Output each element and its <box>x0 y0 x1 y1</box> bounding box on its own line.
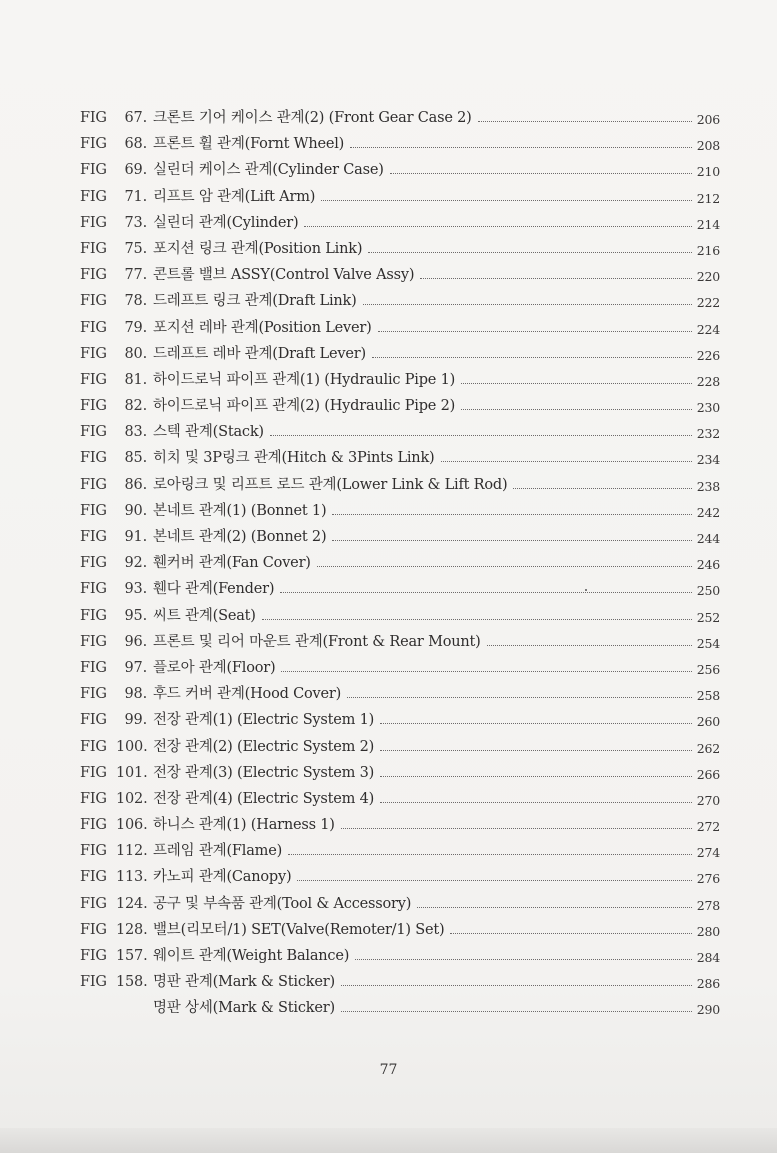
table-of-contents <box>80 106 720 1023</box>
entry-page-number: 228 <box>696 373 720 389</box>
fig-number: 157. <box>116 948 148 964</box>
entry-title: 본네트 관계(2) (Bonnet 2) <box>153 529 327 545</box>
toc-entry <box>80 708 720 734</box>
entry-title: 하이드로닉 파이프 관계(1) (Hydraulic Pipe 1) <box>153 371 456 388</box>
dot-leader <box>321 199 692 201</box>
toc-entry <box>80 656 720 682</box>
toc-entry <box>80 446 720 472</box>
dot-leader <box>513 487 692 489</box>
fig-number: 85. <box>124 450 147 467</box>
fig-number: 97. <box>124 659 147 676</box>
entry-page-number: 234 <box>696 452 720 468</box>
fig-number: 96. <box>124 633 147 650</box>
entry-title: 실린더 케이스 관계(Cylinder Case) <box>153 162 384 179</box>
toc-entry <box>80 761 720 787</box>
entry-page-number: 258 <box>696 688 720 704</box>
dot-leader <box>380 749 692 751</box>
fig-label: FIG <box>80 974 107 991</box>
entry-title: 전장 관계(3) (Electric System 3) <box>153 764 375 781</box>
fig-label: FIG <box>80 948 107 964</box>
entry-page-number: 276 <box>696 871 720 887</box>
entry-title: 후드 커버 관계(Hood Cover) <box>153 686 342 703</box>
fig-label: FIG <box>80 581 107 598</box>
fig-number: 124. <box>116 895 148 912</box>
dot-leader <box>363 303 692 305</box>
fig-label: FIG <box>80 214 107 231</box>
toc-entry <box>80 394 720 420</box>
toc-entry <box>80 237 720 263</box>
entry-title: 본네트 관계(1) (Bonnet 1) <box>153 502 327 519</box>
dot-leader <box>420 277 692 279</box>
fig-label: FIG <box>80 476 107 493</box>
fig-label: FIG <box>80 319 107 336</box>
entry-page-number: 262 <box>696 740 720 756</box>
toc-entry <box>80 996 720 1022</box>
entry-title: 드레프트 레바 관계(Draft Lever) <box>153 345 366 362</box>
toc-entry <box>80 263 720 289</box>
toc-entry <box>80 839 720 865</box>
entry-page-number: 242 <box>696 504 720 520</box>
fig-label: FIG <box>80 764 107 781</box>
dot-leader <box>262 618 692 620</box>
entry-title: 실린더 관계(Cylinder) <box>153 214 299 231</box>
fig-label: FIG <box>80 555 107 572</box>
fig-number: 158. <box>116 974 148 991</box>
dot-leader <box>297 879 692 881</box>
entry-title: 리프트 암 관계(Lift Arm) <box>153 188 316 205</box>
fig-label: FIG <box>80 293 107 310</box>
entry-title: 명판 관계(Mark & Sticker) <box>153 974 335 991</box>
toc-entry <box>80 630 720 656</box>
scan-edge <box>0 1128 777 1153</box>
entry-page-number: 290 <box>696 1002 720 1018</box>
fig-label: FIG <box>80 345 107 362</box>
toc-entry <box>80 865 720 891</box>
entry-page-number: 278 <box>696 897 720 913</box>
toc-entry <box>80 368 720 394</box>
fig-number: 71. <box>124 188 147 205</box>
dot-leader <box>487 644 692 646</box>
entry-page-number: 212 <box>696 190 720 206</box>
entry-page-number: 280 <box>696 923 720 939</box>
fig-number: 112. <box>116 843 148 860</box>
toc-entry <box>80 158 720 184</box>
fig-number: 68. <box>124 136 147 153</box>
entry-page-number: 206 <box>696 112 720 127</box>
dot-leader <box>380 775 692 777</box>
entry-page-number: 210 <box>696 164 720 180</box>
fig-number: 78. <box>124 293 147 310</box>
entry-title: 콘트롤 밸브 ASSY(Control Valve Assy) <box>153 267 415 284</box>
entry-page-number: 246 <box>696 557 720 573</box>
fig-number: 79. <box>124 319 147 336</box>
toc-entry <box>80 106 720 132</box>
toc-entry <box>80 420 720 446</box>
entry-title: 카노피 관계(Canopy) <box>153 869 292 886</box>
toc-entry <box>80 342 720 368</box>
entry-title: 히치 및 3P링크 관계(Hitch & 3Pints Link) <box>153 450 435 467</box>
entry-title: 밸브(리모터/1) SET(Valve(Remoter/1) Set) <box>153 921 445 938</box>
entry-page-number: 252 <box>696 609 720 625</box>
dot-leader <box>317 565 692 567</box>
fig-number: 86. <box>124 476 147 493</box>
fig-label: FIG <box>80 659 107 676</box>
fig-number: 81. <box>124 371 147 388</box>
entry-page-number: 284 <box>696 950 720 965</box>
entry-page-number: 244 <box>696 531 720 546</box>
fig-number: 102. <box>116 790 148 807</box>
dot-leader <box>478 120 692 122</box>
entry-page-number: 274 <box>696 845 720 861</box>
toc-entry <box>80 316 720 342</box>
entry-title: 프론트 휠 관계(Fornt Wheel) <box>153 136 345 153</box>
entry-page-number: 208 <box>696 138 720 154</box>
entry-title: 씨트 관계(Seat) <box>153 607 256 624</box>
fig-number: 106. <box>116 817 148 834</box>
entry-title: 전장 관계(2) (Electric System 2) <box>153 738 375 755</box>
fig-label: FIG <box>80 869 107 886</box>
fig-label: FIG <box>80 686 107 703</box>
toc-entry <box>80 918 720 944</box>
fig-number: 75. <box>124 240 147 257</box>
entry-title: 휀다 관계(Fender) <box>153 581 275 598</box>
dot-leader <box>304 225 692 227</box>
scan-speck <box>585 589 587 591</box>
dot-leader <box>270 434 692 436</box>
entry-page-number: 214 <box>696 216 720 232</box>
dot-leader <box>350 146 692 148</box>
fig-number: 67. <box>124 110 147 126</box>
toc-entry <box>80 289 720 315</box>
dot-leader <box>355 958 692 960</box>
entry-title: 포지션 링크 관계(Position Link) <box>153 240 363 257</box>
fig-number: 92. <box>124 555 147 572</box>
fig-label: FIG <box>80 529 107 545</box>
toc-entry <box>80 473 720 499</box>
dot-leader <box>288 853 692 855</box>
entry-page-number: 266 <box>696 766 720 782</box>
dot-leader <box>347 696 692 698</box>
fig-number: 73. <box>124 214 147 231</box>
toc-entry <box>80 970 720 996</box>
dot-leader <box>390 172 692 174</box>
fig-label: FIG <box>80 450 107 467</box>
fig-number: 83. <box>124 424 147 441</box>
entry-page-number: 222 <box>696 295 720 311</box>
fig-label: FIG <box>80 162 107 179</box>
dot-leader <box>461 382 692 384</box>
entry-page-number: 238 <box>696 478 720 494</box>
fig-label: FIG <box>80 371 107 388</box>
fig-number: 77. <box>124 267 147 284</box>
entry-title: 휀커버 관계(Fan Cover) <box>153 555 311 572</box>
entry-page-number: 232 <box>696 426 720 442</box>
toc-entry <box>80 577 720 603</box>
fig-number: 93. <box>124 581 147 598</box>
entry-page-number: 220 <box>696 269 720 285</box>
entry-page-number: 250 <box>696 583 720 599</box>
entry-title: 크론트 기어 케이스 관계(2) (Front Gear Case 2) <box>153 110 472 126</box>
fig-number: 90. <box>124 502 147 519</box>
entry-title: 전장 관계(1) (Electric System 1) <box>153 712 375 729</box>
fig-label: FIG <box>80 267 107 284</box>
page-number: 77 <box>379 1062 398 1078</box>
fig-label: FIG <box>80 895 107 912</box>
fig-label: FIG <box>80 790 107 807</box>
dot-leader <box>332 513 692 515</box>
toc-entry <box>80 211 720 237</box>
entry-title: 스텍 관계(Stack) <box>153 424 264 441</box>
fig-number: 113. <box>116 869 148 886</box>
entry-page-number: 286 <box>696 976 720 992</box>
toc-entry <box>80 813 720 839</box>
entry-page-number: 216 <box>696 242 720 258</box>
toc-entry <box>80 682 720 708</box>
fig-number: 91. <box>124 529 147 545</box>
entry-title: 하니스 관계(1) (Harness 1) <box>153 817 335 834</box>
toc-entry <box>80 185 720 211</box>
entry-title: 로아링크 및 리프트 로드 관계(Lower Link & Lift Rod) <box>153 476 508 493</box>
toc-entry <box>80 551 720 577</box>
fig-label: FIG <box>80 843 107 860</box>
dot-leader <box>341 1010 692 1012</box>
dot-leader <box>332 539 692 541</box>
toc-entry <box>80 735 720 761</box>
fig-label: FIG <box>80 240 107 257</box>
entry-title: 공구 및 부속품 관계(Tool & Accessory) <box>153 895 412 912</box>
toc-entry <box>80 944 720 970</box>
entry-page-number: 272 <box>696 819 720 835</box>
entry-page-number: 256 <box>696 661 720 677</box>
fig-label: FIG <box>80 607 107 624</box>
fig-label: FIG <box>80 398 107 415</box>
entry-title: 웨이트 관계(Weight Balance) <box>153 948 350 964</box>
fig-label: FIG <box>80 738 107 755</box>
entry-title: 플로아 관계(Floor) <box>153 659 276 676</box>
fig-number: 100. <box>116 738 148 755</box>
fig-number: 99. <box>124 712 147 729</box>
dot-leader <box>280 591 692 593</box>
dot-leader <box>441 460 693 462</box>
fig-label: FIG <box>80 633 107 650</box>
entry-page-number: 230 <box>696 400 720 416</box>
entry-page-number: 270 <box>696 792 720 808</box>
fig-label: FIG <box>80 817 107 834</box>
entry-title: 하이드로닉 파이프 관계(2) (Hydraulic Pipe 2) <box>153 398 456 415</box>
dot-leader <box>380 801 692 803</box>
fig-number: 98. <box>124 686 147 703</box>
dot-leader <box>378 330 692 332</box>
toc-entry <box>80 892 720 918</box>
dot-leader <box>380 722 692 724</box>
entry-page-number: 254 <box>696 635 720 651</box>
fig-label: FIG <box>80 921 107 938</box>
toc-entry <box>80 787 720 813</box>
entry-title: 드레프트 링크 관계(Draft Link) <box>153 293 357 310</box>
fig-label: FIG <box>80 188 107 205</box>
dot-leader <box>341 827 692 829</box>
entry-page-number: 224 <box>696 321 720 337</box>
fig-number: 69. <box>124 162 147 179</box>
dot-leader <box>368 251 692 253</box>
fig-number: 128. <box>116 921 148 938</box>
dot-leader <box>450 932 692 934</box>
fig-label: FIG <box>80 424 107 441</box>
fig-label: FIG <box>80 502 107 519</box>
fig-number: 101. <box>116 764 148 781</box>
dot-leader <box>281 670 692 672</box>
toc-entry <box>80 132 720 158</box>
fig-label: FIG <box>80 136 107 153</box>
fig-number: 82. <box>124 398 147 415</box>
dot-leader <box>372 356 692 358</box>
fig-label: FIG <box>80 712 107 729</box>
entry-title: 프론트 및 리어 마운트 관계(Front & Rear Mount) <box>153 633 481 650</box>
entry-title: 포지션 레바 관계(Position Lever) <box>153 319 372 336</box>
fig-number: 95. <box>124 607 147 624</box>
dot-leader <box>461 408 692 410</box>
dot-leader <box>417 906 692 908</box>
entry-page-number: 226 <box>696 347 720 363</box>
toc-entry <box>80 525 720 551</box>
entry-page-number: 260 <box>696 714 720 730</box>
entry-title: 프레임 관계(Flame) <box>153 843 283 860</box>
entry-title: 명판 상세(Mark & Sticker) <box>153 1000 335 1017</box>
entry-title: 전장 관계(4) (Electric System 4) <box>153 790 375 807</box>
fig-number: 80. <box>124 345 147 362</box>
toc-entry <box>80 604 720 630</box>
toc-entry <box>80 499 720 525</box>
fig-label: FIG <box>80 110 107 126</box>
dot-leader <box>341 984 692 986</box>
